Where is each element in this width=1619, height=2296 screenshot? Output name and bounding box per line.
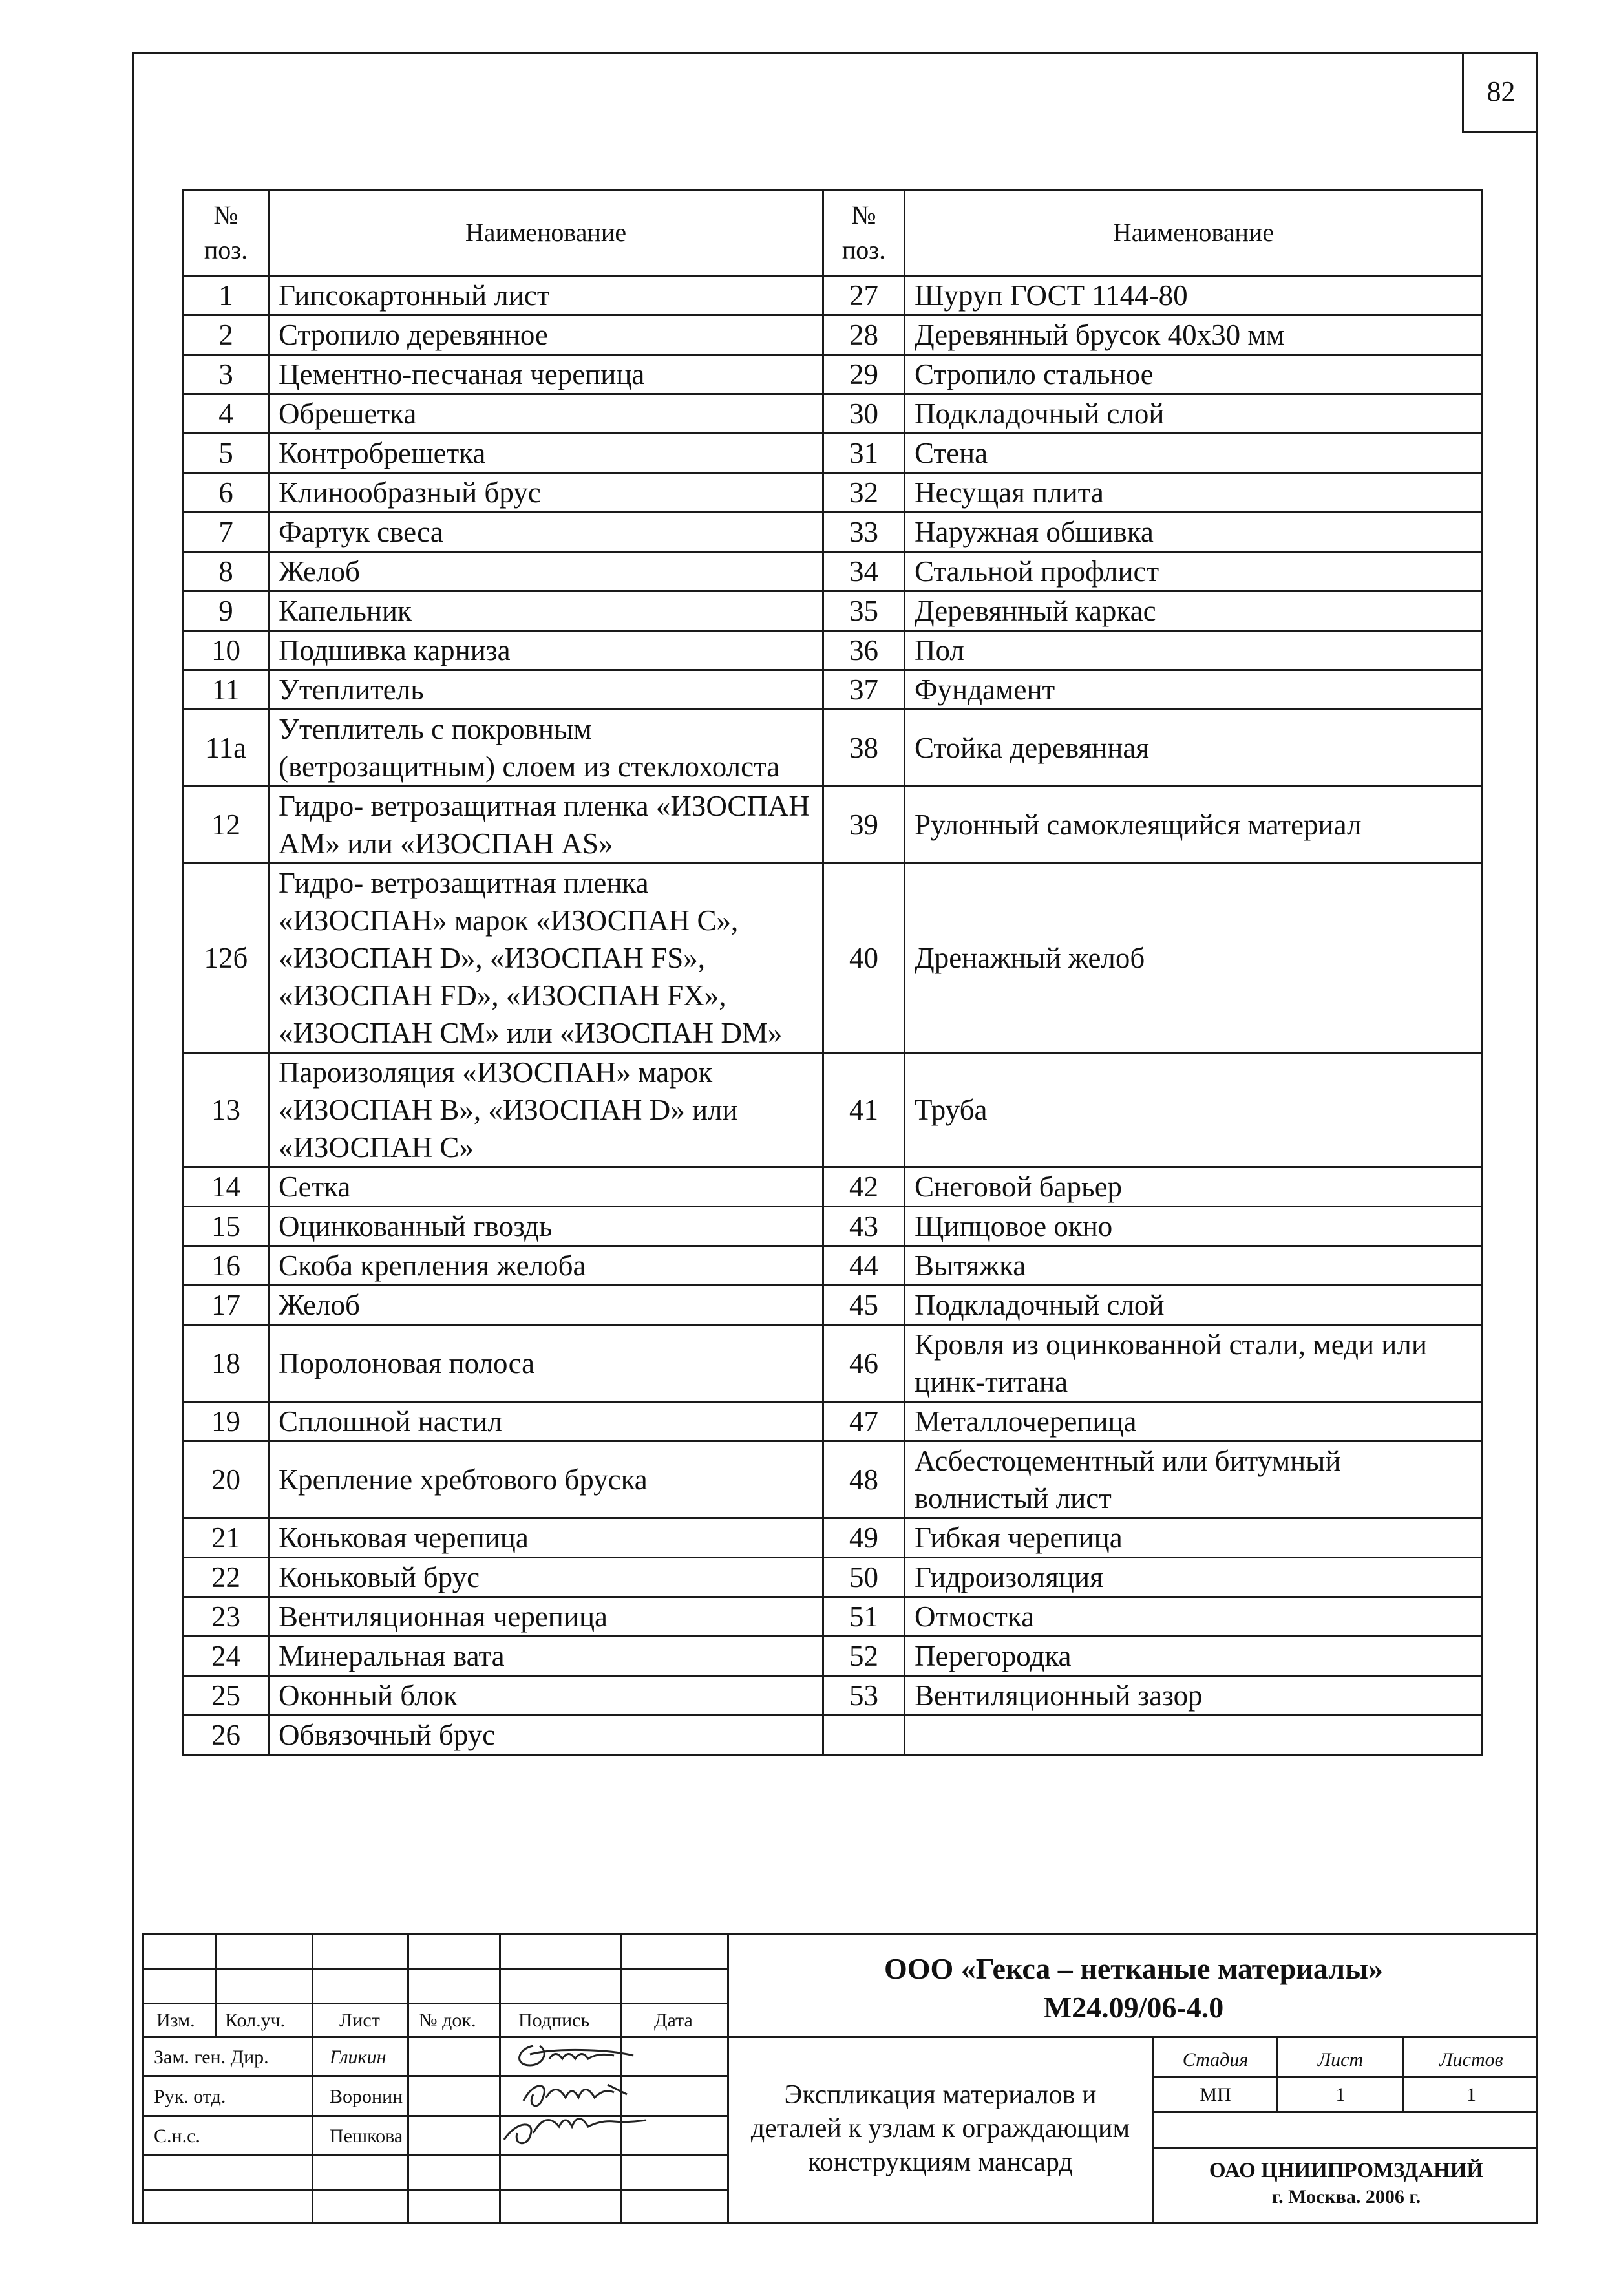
role-2: Рук. отд.	[154, 2086, 226, 2107]
table-row	[184, 710, 1483, 787]
row-name-right: Гибкая черепица	[905, 1518, 1483, 1558]
row-name-right: Отмостка	[905, 1597, 1483, 1637]
col-list: Лист	[339, 2010, 380, 2031]
row-name-left: Утеплитель	[269, 670, 823, 710]
sheet-title: Экспликация материалов и деталей к узлам к ограждающим конструкциям мансард	[750, 2080, 1130, 2177]
row-name-right: Рулонный самоклеящийся материал	[905, 787, 1483, 864]
row-name-right: Стропило стальное	[905, 355, 1483, 394]
row-num-right: 53	[823, 1676, 905, 1716]
company-name: ООО «Гекса – нетканые материалы»	[884, 1952, 1384, 1985]
row-num-left: 22	[184, 1558, 269, 1597]
row-name-left: Крепление хребтового бруска	[269, 1441, 823, 1518]
table-row	[184, 1246, 1483, 1286]
row-num-right: 47	[823, 1402, 905, 1441]
row-num-left: 11	[184, 670, 269, 710]
table-row	[184, 1676, 1483, 1716]
table-row	[184, 1053, 1483, 1167]
col-sign: Подпись	[518, 2010, 590, 2031]
table-row	[184, 591, 1483, 631]
row-name-right: Вентиляционный зазор	[905, 1676, 1483, 1716]
row-num-left: 12б	[184, 864, 269, 1053]
row-name-left: Обвязочный брус	[269, 1716, 823, 1755]
row-name-right: Асбестоцементный или битумный волнистый лист	[905, 1441, 1483, 1518]
row-num-left: 14	[184, 1167, 269, 1207]
row-name-right: Пол	[905, 631, 1483, 670]
row-num-right: 29	[823, 355, 905, 394]
table-row	[184, 355, 1483, 394]
row-name-right: Гидроизоляция	[905, 1558, 1483, 1597]
table-row	[184, 1558, 1483, 1597]
table-row	[184, 276, 1483, 315]
table-row	[184, 864, 1483, 1053]
col-doc: № док.	[419, 2010, 476, 2031]
row-name-left: Вентиляционная черепица	[269, 1597, 823, 1637]
row-name-right: Наружная обшивка	[905, 513, 1483, 552]
sheets-label: Листов	[1439, 2049, 1503, 2070]
row-name-right: Щипцовое окно	[905, 1207, 1483, 1246]
row-name-left: Клинообразный брус	[269, 473, 823, 513]
table-row	[184, 1286, 1483, 1325]
table-row	[184, 394, 1483, 434]
row-name-left: Стропило деревянное	[269, 315, 823, 355]
signature-voronin	[524, 2085, 627, 2106]
table-row	[184, 315, 1483, 355]
person-3: Пешкова	[330, 2125, 403, 2147]
row-name-right: Несущая плита	[905, 473, 1483, 513]
row-name-right: Стойка деревянная	[905, 710, 1483, 787]
row-num-right: 33	[823, 513, 905, 552]
table-row	[184, 1207, 1483, 1246]
row-name-right: Фундамент	[905, 670, 1483, 710]
row-num-left: 11а	[184, 710, 269, 787]
col-date: Дата	[654, 2010, 693, 2031]
row-name-right: Подкладочный слой	[905, 1286, 1483, 1325]
sheet-value: 1	[1335, 2084, 1346, 2105]
row-num-left: 17	[184, 1286, 269, 1325]
organization: ОАО ЦНИИПРОМЗДАНИЙ	[1209, 2159, 1484, 2182]
row-num-right: 46	[823, 1325, 905, 1402]
row-name-right: Шуруп ГОСТ 1144-80	[905, 276, 1483, 315]
signature-glikin	[520, 2046, 633, 2065]
row-num-right: 52	[823, 1637, 905, 1676]
row-name-right: Стальной профлист	[905, 552, 1483, 591]
row-name-left: Обрешетка	[269, 394, 823, 434]
row-num-left: 25	[184, 1676, 269, 1716]
header-num-left: № поз.	[184, 190, 269, 276]
row-name-left: Коньковый брус	[269, 1558, 823, 1597]
person-2: Воронин	[330, 2086, 403, 2107]
row-num-right: 34	[823, 552, 905, 591]
row-name-right: Кровля из оцинкованной стали, меди или цинк-титана	[905, 1325, 1483, 1402]
stage-value: МП	[1200, 2084, 1231, 2105]
row-num-left: 12	[184, 787, 269, 864]
row-name-left: Оконный блок	[269, 1676, 823, 1716]
row-name-left: Минеральная вата	[269, 1637, 823, 1676]
document-code: М24.09/06-4.0	[1043, 1991, 1224, 2024]
row-name-right: Стена	[905, 434, 1483, 473]
row-name-right: Дренажный желоб	[905, 864, 1483, 1053]
row-name-left: Гидро- ветрозащитная пленка «ИЗОСПАН» марок «ИЗОСПАН С», «ИЗОСПАН D», «ИЗОСПАН FS», «ИЗОСПАН FD», «ИЗОСПАН FX», «ИЗОСПАН СМ» или «ИЗОСПАН DM»	[269, 864, 823, 1053]
row-name-left: Гидро- ветрозащитная пленка «ИЗОСПАН АМ» или «ИЗОСПАН AS»	[269, 787, 823, 864]
table-row	[184, 1167, 1483, 1207]
row-name-left: Желоб	[269, 1286, 823, 1325]
row-name-left: Гипсокартонный лист	[269, 276, 823, 315]
row-name-left: Утеплитель с покровным (ветрозащитным) слоем из стеклохолста	[269, 710, 823, 787]
row-num-right: 49	[823, 1518, 905, 1558]
row-name-left: Цементно-песчаная черепица	[269, 355, 823, 394]
row-num-left: 24	[184, 1637, 269, 1676]
row-num-right: 27	[823, 276, 905, 315]
table-row	[184, 787, 1483, 864]
row-num-left: 19	[184, 1402, 269, 1441]
table-header-row	[184, 190, 1483, 276]
header-num-right: № поз.	[823, 190, 905, 276]
title-block	[142, 1933, 1538, 2224]
row-name-right: Вытяжка	[905, 1246, 1483, 1286]
row-name-right: Снеговой барьер	[905, 1167, 1483, 1207]
table-row	[184, 1597, 1483, 1637]
row-num-left: 1	[184, 276, 269, 315]
row-name-right	[905, 1716, 1483, 1755]
row-num-left: 10	[184, 631, 269, 670]
table-row	[184, 1402, 1483, 1441]
header-name-left: Наименование	[269, 190, 823, 276]
row-name-right: Деревянный каркас	[905, 591, 1483, 631]
table-row	[184, 513, 1483, 552]
row-num-left: 13	[184, 1053, 269, 1167]
row-num-left: 16	[184, 1246, 269, 1286]
row-num-left: 23	[184, 1597, 269, 1637]
row-num-left: 5	[184, 434, 269, 473]
row-num-left: 15	[184, 1207, 269, 1246]
row-name-left: Поролоновая полоса	[269, 1325, 823, 1402]
row-name-left: Коньковая черепица	[269, 1518, 823, 1558]
row-name-left: Фартук свеса	[269, 513, 823, 552]
row-name-left: Капельник	[269, 591, 823, 631]
row-name-left: Сплошной настил	[269, 1402, 823, 1441]
row-name-right: Перегородка	[905, 1637, 1483, 1676]
row-num-right	[823, 1716, 905, 1755]
row-num-right: 28	[823, 315, 905, 355]
row-name-left: Оцинкованный гвоздь	[269, 1207, 823, 1246]
row-name-right: Металлочерепица	[905, 1402, 1483, 1441]
row-name-right: Подкладочный слой	[905, 394, 1483, 434]
row-num-right: 50	[823, 1558, 905, 1597]
row-num-left: 3	[184, 355, 269, 394]
row-name-left: Сетка	[269, 1167, 823, 1207]
page-number: 82	[1462, 52, 1538, 133]
row-num-left: 2	[184, 315, 269, 355]
row-name-left: Скоба крепления желоба	[269, 1246, 823, 1286]
row-name-left: Контробрешетка	[269, 434, 823, 473]
row-num-right: 31	[823, 434, 905, 473]
row-num-left: 21	[184, 1518, 269, 1558]
row-num-left: 9	[184, 591, 269, 631]
row-num-right: 37	[823, 670, 905, 710]
row-num-right: 48	[823, 1441, 905, 1518]
row-num-right: 51	[823, 1597, 905, 1637]
row-num-left: 4	[184, 394, 269, 434]
row-num-right: 38	[823, 710, 905, 787]
table-row	[184, 1325, 1483, 1402]
row-name-left: Подшивка карниза	[269, 631, 823, 670]
materials-table	[182, 189, 1483, 1756]
table-row	[184, 1637, 1483, 1676]
table-row	[184, 1716, 1483, 1755]
row-num-right: 45	[823, 1286, 905, 1325]
row-num-left: 26	[184, 1716, 269, 1755]
sheet-label: Лист	[1317, 2049, 1364, 2070]
row-num-right: 44	[823, 1246, 905, 1286]
table-row	[184, 552, 1483, 591]
table-row	[184, 1441, 1483, 1518]
row-num-right: 43	[823, 1207, 905, 1246]
row-num-left: 7	[184, 513, 269, 552]
row-name-right: Деревянный брусок 40х30 мм	[905, 315, 1483, 355]
col-izm: Изм.	[156, 2010, 195, 2031]
row-num-right: 42	[823, 1167, 905, 1207]
table-row	[184, 434, 1483, 473]
col-kol-uch: Кол.уч.	[225, 2010, 286, 2031]
row-num-right: 35	[823, 591, 905, 631]
table-row	[184, 473, 1483, 513]
signatures-image	[478, 2036, 659, 2156]
row-num-left: 18	[184, 1325, 269, 1402]
row-num-right: 40	[823, 864, 905, 1053]
row-num-left: 20	[184, 1441, 269, 1518]
row-num-right: 30	[823, 394, 905, 434]
table-row	[184, 631, 1483, 670]
row-num-left: 6	[184, 473, 269, 513]
header-name-right: Наименование	[905, 190, 1483, 276]
row-name-right: Труба	[905, 1053, 1483, 1167]
signature-peshkova	[504, 2119, 646, 2143]
row-name-left: Желоб	[269, 552, 823, 591]
table-row	[184, 1518, 1483, 1558]
row-num-right: 36	[823, 631, 905, 670]
role-1: Зам. ген. Дир.	[154, 2046, 269, 2068]
row-num-left: 8	[184, 552, 269, 591]
role-3: С.н.с.	[154, 2125, 200, 2147]
sheets-value: 1	[1466, 2084, 1476, 2105]
row-num-right: 32	[823, 473, 905, 513]
row-num-right: 41	[823, 1053, 905, 1167]
person-1: Гликин	[330, 2046, 386, 2068]
row-name-left: Пароизоляция «ИЗОСПАН» марок «ИЗОСПАН В», «ИЗОСПАН D» или «ИЗОСПАН С»	[269, 1053, 823, 1167]
city-year: г. Москва. 2006 г.	[1271, 2186, 1421, 2207]
stage-label: Стадия	[1182, 2049, 1249, 2070]
table-row	[184, 670, 1483, 710]
row-num-right: 39	[823, 787, 905, 864]
